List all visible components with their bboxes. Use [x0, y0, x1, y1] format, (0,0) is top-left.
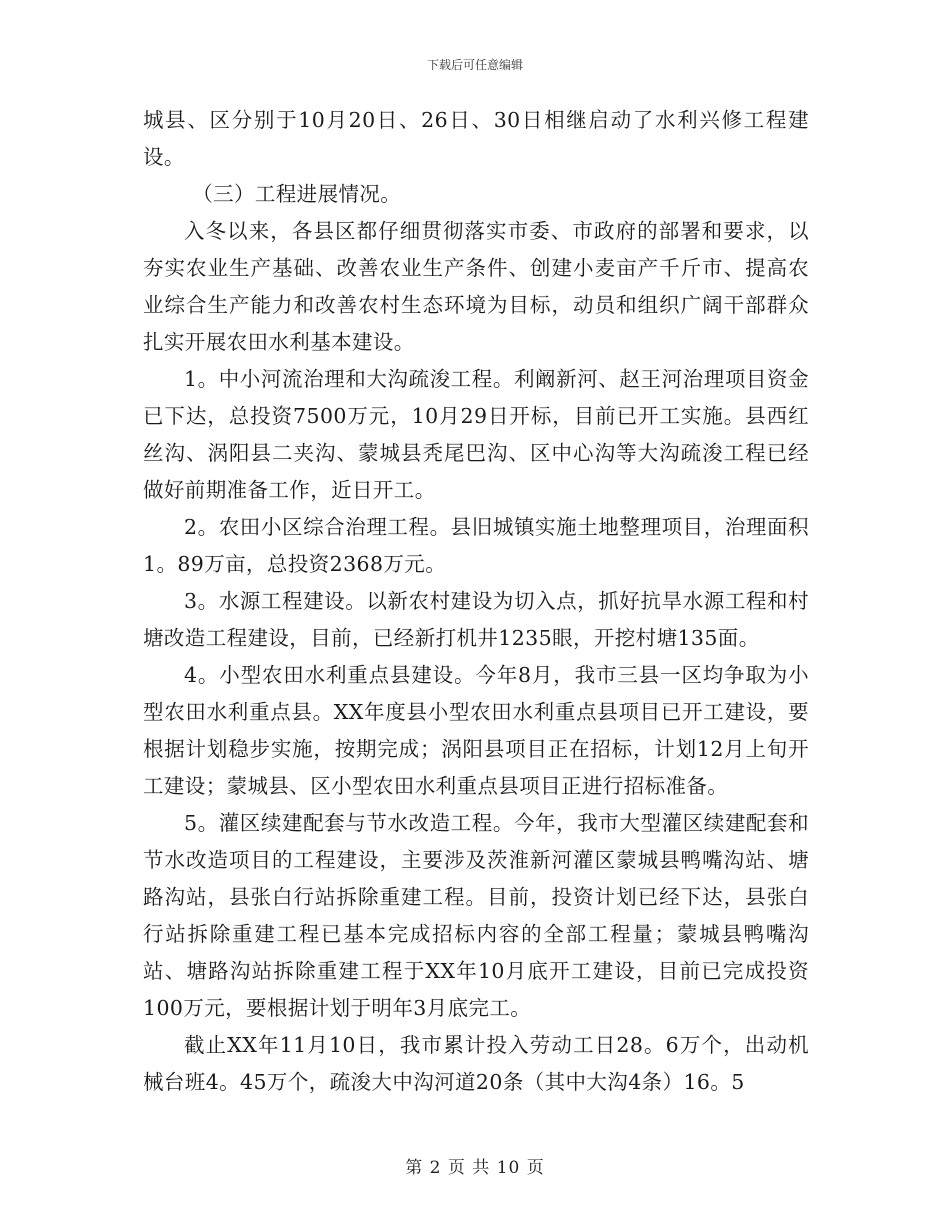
section-heading: （三）工程进展情况。 — [192, 182, 402, 206]
page-header: 下载后可任意编辑 — [426, 58, 523, 72]
paragraph-intro: 入冬以来，各县区都仔细贯彻落实市委、市政府的部署和要求，以夯实农业生产基础、改善农业生产条件、创建小麦亩产千斤市、提高农业综合生产能力和改善农村生态环境为目标，动员和组织广阔干部群众扎实开展农田水利基本建设。 — [143, 219, 809, 354]
page-footer: 第 2 页 共 10 页 — [405, 1158, 545, 1178]
document-body — [143, 102, 809, 1101]
paragraph-item-4: 4。小型农田水利重点县建设。今年8月，我市三县一区均争取为小型农田水利重点县。XX年度县小型农田水利重点县项目已开工建设，要根据计划稳步实施，按期完成；涡阳县项目正在招标，计划12月上旬开工建设；蒙城县、区小型农田水利重点县项目正进行招标准备。 — [143, 663, 809, 798]
paragraph-item-2: 2。农田小区综合治理工程。县旧城镇实施土地整理项目，治理面积1。89万亩，总投资2368万元。 — [143, 515, 809, 576]
paragraph-item-3: 3。水源工程建设。以新农村建设为切入点，抓好抗旱水源工程和村塘改造工程建设，目前，已经新打机井1235眼，开挖村塘135面。 — [143, 589, 809, 650]
paragraph-item-1: 1。中小河流治理和大沟疏浚工程。利阚新河、赵王河治理项目资金已下达，总投资7500万元，10月29日开标，目前已开工实施。县西红丝沟、涡阳县二夹沟、蒙城县秃尾巴沟、区中心沟等大沟疏浚工程已经做好前期准备工作，近日开工。 — [143, 367, 809, 502]
paragraph-item-5: 5。灌区续建配套与节水改造工程。今年，我市大型灌区续建配套和节水改造项目的工程建设，主要涉及茨淮新河灌区蒙城县鸭嘴沟站、塘路沟站，县张白行站拆除重建工程。目前，投资计划已经下达，县张白行站拆除重建工程已基本完成招标内容的全部工程量；蒙城县鸭嘴沟站、塘路沟站拆除重建工程于XX年10月底开工建设，目前已完成投资100万元，要根据计划于明年3月底完工。 — [143, 811, 809, 1020]
paragraph-summary: 截止XX年11月10日，我市累计投入劳动工日28。6万个，出动机械台班4。45万个，疏浚大中沟河道20条（其中大沟4条）16。5 — [143, 1033, 809, 1094]
paragraph-continued: 城县、区分别于10月20日、26日、30日相继启动了水利兴修工程建设。 — [143, 108, 809, 169]
